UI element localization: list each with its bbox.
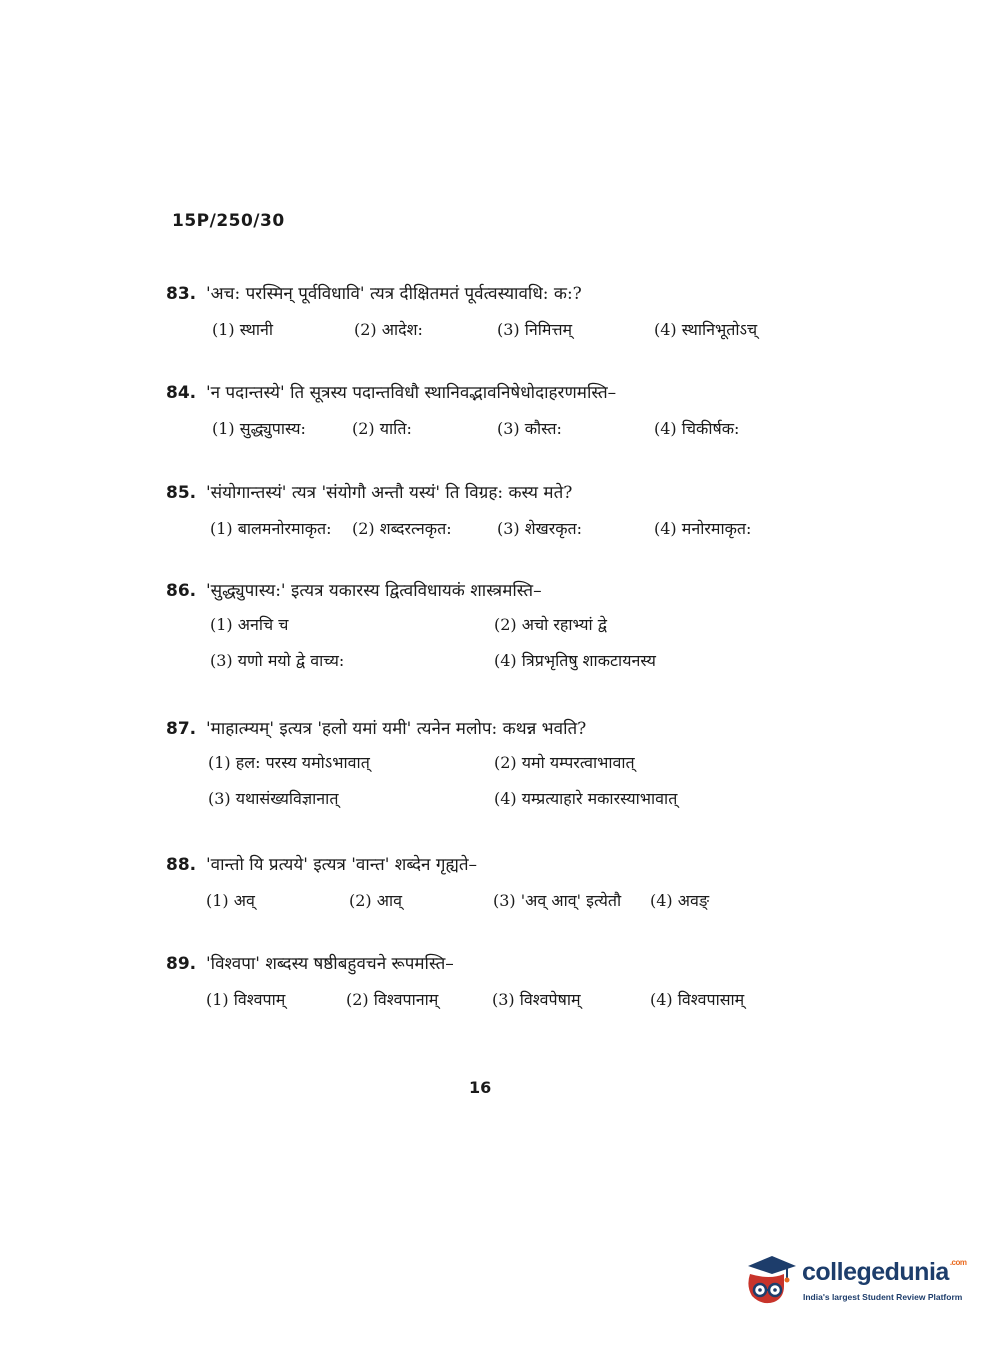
question-text: 'अच: परस्मिन् पूर्वविधावि' त्यत्र दीक्षितमतं पूर्वत्वस्यावधि: क:? xyxy=(206,284,582,304)
question-83 xyxy=(166,281,806,352)
option-1: (1) सुद्ध्युपास्य: xyxy=(212,419,306,438)
collegedunia-watermark xyxy=(742,1252,972,1312)
option-3: (3) निमित्तम् xyxy=(497,320,573,339)
paper-code: 15P/250/30 xyxy=(172,211,285,231)
question-84 xyxy=(166,380,806,451)
page-number: 16 xyxy=(469,1078,492,1097)
option-3: (3) यथासंख्यविज्ञानात् xyxy=(208,789,339,808)
option-2: (2) आदेश: xyxy=(354,320,423,339)
option-4: (4) विश्वपासाम् xyxy=(650,990,745,1009)
option-1: (1) बालमनोरमाकृत: xyxy=(210,519,332,538)
option-1: (1) हल: परस्य यमोऽभावात् xyxy=(208,753,370,772)
brand-name xyxy=(802,1258,966,1287)
question-88 xyxy=(166,852,806,923)
option-4: (4) मनोरमाकृत: xyxy=(654,519,752,538)
question-text: 'संयोगान्तस्यं' त्यत्र 'संयोगौ अन्तौ यस्यं' ति विग्रह: कस्य मते? xyxy=(206,483,573,503)
option-3: (3) कौस्त: xyxy=(497,419,562,438)
question-85 xyxy=(166,480,806,551)
option-1: (1) स्थानी xyxy=(212,320,274,339)
question-number: 84. xyxy=(166,383,197,403)
option-2: (2) याति: xyxy=(352,419,412,438)
question-text: 'माहात्म्यम्' इत्यत्र 'हलो यमां यमी' त्यनेन मलोप: कथन्न भवति? xyxy=(206,719,587,739)
question-87 xyxy=(166,716,806,821)
question-number: 88. xyxy=(166,855,197,875)
option-3: (3) विश्वपेषाम् xyxy=(492,990,581,1009)
question-86 xyxy=(166,578,806,683)
question-text: 'विश्वपा' शब्दस्य षष्ठीबहुवचने रूपमस्ति– xyxy=(206,954,454,974)
question-number: 87. xyxy=(166,719,197,739)
student-mascot-icon xyxy=(742,1252,798,1308)
question-text: 'वान्तो यि प्रत्यये' इत्यत्र 'वान्त' शब्देन गृह्यते– xyxy=(206,855,478,875)
question-text: 'सुद्ध्युपास्य:' इत्यत्र यकारस्य द्वित्वविधायकं शास्त्रमस्ति– xyxy=(206,581,542,601)
option-3: (3) शेखरकृत: xyxy=(497,519,583,538)
option-4: (4) यम्प्रत्याहारे मकारस्याभावात् xyxy=(494,789,678,808)
option-3: (3) यणो मयो द्वे वाच्य: xyxy=(210,651,345,670)
question-text: 'न पदान्तस्ये' ति सूत्रस्य पदान्तविधौ स्थानिवद्भावनिषेधोदाहरणमस्ति– xyxy=(206,383,617,403)
brand-text: collegedunia xyxy=(802,1258,949,1286)
option-4: (4) अवङ् xyxy=(650,891,710,910)
question-number: 86. xyxy=(166,581,197,601)
brand-domain: .com xyxy=(949,1258,967,1267)
option-4: (4) स्थानिभूतोऽच् xyxy=(654,320,758,339)
option-2: (2) विश्वपानाम् xyxy=(346,990,439,1009)
option-2: (2) आव् xyxy=(349,891,402,910)
option-2: (2) यमो यम्परत्वाभावात् xyxy=(494,753,635,772)
brand-tagline: India's largest Student Review Platform xyxy=(803,1292,963,1302)
option-1: (1) अनचि च xyxy=(210,615,289,634)
question-number: 89. xyxy=(166,954,197,974)
option-1: (1) अव् xyxy=(206,891,255,910)
option-1: (1) विश्वपाम् xyxy=(206,990,286,1009)
option-3: (3) 'अव् आव्' इत्येतौ xyxy=(493,891,622,910)
option-2: (2) शब्दरत्नकृत: xyxy=(352,519,452,538)
question-number: 83. xyxy=(166,284,197,304)
question-number: 85. xyxy=(166,483,197,503)
option-4: (4) त्रिप्रभृतिषु शाकटायनस्य xyxy=(494,651,656,670)
option-2: (2) अचो रहाभ्यां द्वे xyxy=(494,615,607,634)
question-89 xyxy=(166,951,806,1022)
option-4: (4) चिकीर्षक: xyxy=(654,419,740,438)
